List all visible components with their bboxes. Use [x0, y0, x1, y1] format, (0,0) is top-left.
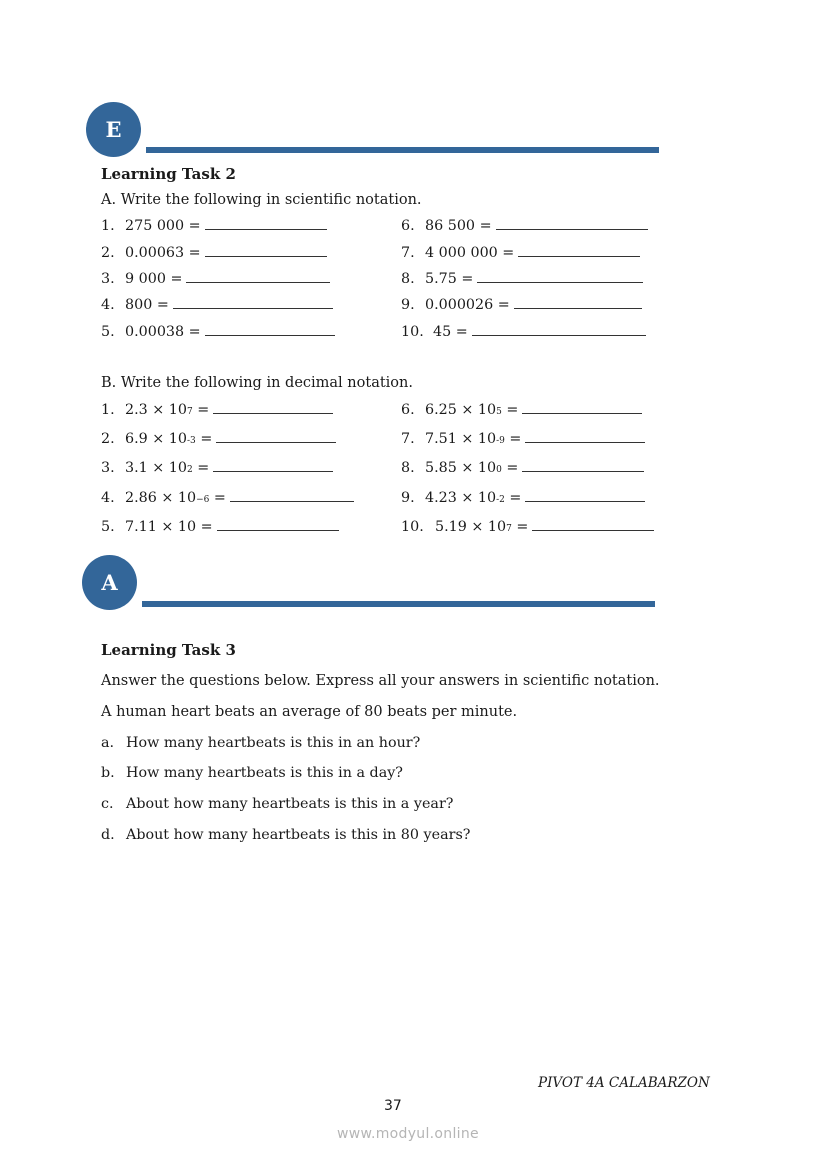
part-b-instruction: B. Write the following in decimal notation. [101, 375, 413, 391]
part-b-item-8: 8. 5.85 × 10 0 = [401, 459, 644, 476]
part-a-item-1: 1. 275 000 = [101, 217, 327, 234]
answer-blank[interactable] [216, 430, 336, 443]
part-a-item-5: 5. 0.00038 = [101, 323, 335, 340]
part-b-item-3: 3. 3.1 × 10 2 = [101, 459, 333, 476]
part-b-item-9: 9. 4.23 × 10 -2 = [401, 489, 645, 506]
answer-blank[interactable] [472, 323, 646, 336]
part-b-item-2: 2. 6.9 × 10 -3 = [101, 430, 336, 447]
answer-blank[interactable] [525, 489, 645, 502]
task-3-premise: A human heart beats an average of 80 beats per minute. [101, 704, 518, 720]
section-e-letter: E [105, 117, 122, 142]
answer-blank[interactable] [532, 518, 654, 531]
answer-blank[interactable] [522, 459, 644, 472]
answer-blank[interactable] [213, 401, 333, 414]
learning-task-3-title: Learning Task 3 [101, 641, 236, 659]
answer-blank[interactable] [525, 430, 645, 443]
part-a-item-8: 8. 5.75 = [401, 270, 643, 287]
part-b-item-4: 4. 2.86 × 10 −6 = [101, 489, 354, 506]
section-a-badge [82, 555, 137, 610]
section-e-badge [86, 102, 141, 157]
publisher-footer: PIVOT 4A CALABARZON [538, 1075, 710, 1091]
section-a-divider [142, 601, 655, 607]
learning-task-2-title: Learning Task 2 [101, 165, 236, 183]
section-e-divider [146, 147, 659, 153]
question-b: b. How many heartbeats is this in a day? [101, 765, 403, 781]
part-a-item-6: 6. 86 500 = [401, 217, 648, 234]
answer-blank[interactable] [205, 244, 327, 257]
part-a-item-4: 4. 800 = [101, 296, 333, 313]
answer-blank[interactable] [496, 217, 648, 230]
task-3-instruction: Answer the questions below. Express all your answers in scientific notation. [101, 673, 660, 689]
answer-blank[interactable] [217, 518, 339, 531]
part-b-item-5: 5. 7.11 × 10 = [101, 518, 339, 535]
answer-blank[interactable] [186, 270, 330, 283]
section-a-letter: A [101, 570, 118, 595]
answer-blank[interactable] [205, 323, 335, 336]
answer-blank[interactable] [518, 244, 640, 257]
part-b-item-6: 6. 6.25 × 10 5 = [401, 401, 642, 418]
question-c: c. About how many heartbeats is this in a year? [101, 796, 454, 812]
part-b-item-7: 7. 7.51 × 10 -9 = [401, 430, 645, 447]
answer-blank[interactable] [514, 296, 642, 309]
part-b-item-1: 1. 2.3 × 10 7 = [101, 401, 333, 418]
answer-blank[interactable] [522, 401, 642, 414]
answer-blank[interactable] [477, 270, 643, 283]
part-a-item-2: 2. 0.00063 = [101, 244, 327, 261]
answer-blank[interactable] [173, 296, 333, 309]
answer-blank[interactable] [230, 489, 354, 502]
part-a-instruction: A. Write the following in scientific notation. [101, 192, 422, 208]
watermark: www.modyul.online [337, 1126, 479, 1142]
part-a-item-9: 9. 0.000026 = [401, 296, 642, 313]
part-a-item-3: 3. 9 000 = [101, 270, 330, 287]
page-number: 37 [384, 1098, 402, 1114]
answer-blank[interactable] [213, 459, 333, 472]
question-d: d. About how many heartbeats is this in 80 years? [101, 827, 471, 843]
answer-blank[interactable] [205, 217, 327, 230]
question-a: a. How many heartbeats is this in an hour? [101, 735, 421, 751]
part-a-item-10: 10. 45 = [401, 323, 646, 340]
part-b-item-10: 10. 5.19 × 10 7 = [401, 518, 654, 535]
part-a-item-7: 7. 4 000 000 = [401, 244, 640, 261]
